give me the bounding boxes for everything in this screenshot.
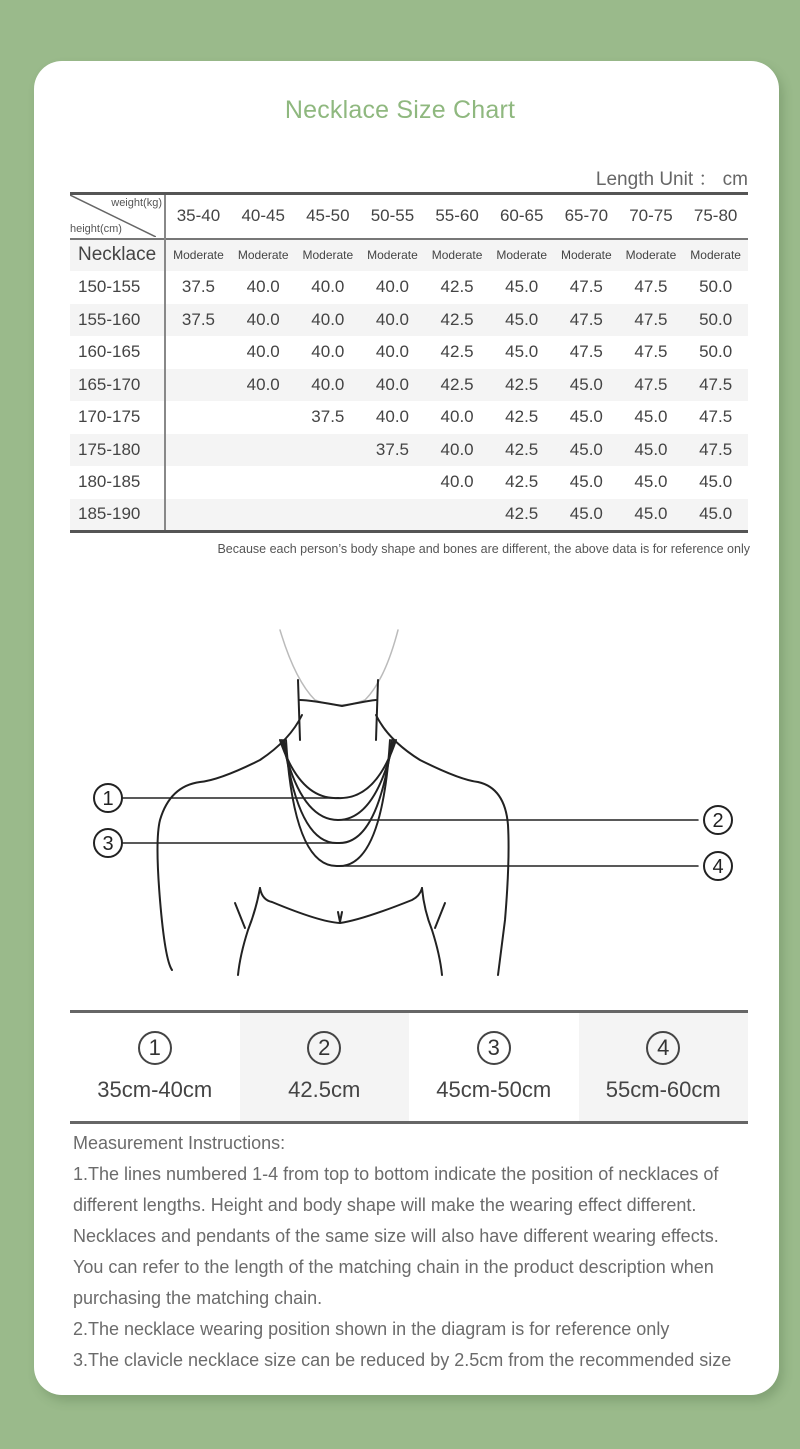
legend-length: 45cm-50cm: [436, 1077, 552, 1102]
length-cell: 40.0: [440, 472, 474, 492]
instruction-line: 2.The necklace wearing position shown in the diagram is for reference only: [73, 1319, 670, 1339]
length-cell: 40.0: [246, 342, 280, 362]
fit-cell: Moderate: [173, 248, 224, 263]
page-title: Necklace Size Chart: [284, 96, 516, 124]
weight-header: 50-55: [370, 206, 415, 226]
length-cell: 47.5: [634, 277, 668, 297]
height-cell: 155-160: [70, 304, 165, 337]
legend-length: 35cm-40cm: [97, 1077, 213, 1102]
length-cell: [165, 434, 231, 467]
length-unit-label: Length Unit ： cm: [595, 169, 748, 190]
length-cell: [360, 499, 425, 532]
length-cell: 42.5: [440, 342, 474, 362]
weight-header-row: [70, 194, 748, 239]
length-cell: 45.0: [505, 277, 539, 297]
fit-cell: Moderate: [625, 248, 677, 263]
length-cell: 45.0: [634, 439, 668, 459]
length-cell: [231, 466, 296, 499]
length-cell: [165, 401, 231, 434]
table-row: [70, 499, 748, 532]
length-cell: [296, 499, 361, 532]
height-cell: 180-185: [70, 466, 165, 499]
weight-axis-label: weight(kg): [111, 197, 162, 209]
weight-header: 45-50: [306, 206, 350, 226]
length-cell: [165, 499, 231, 532]
fit-cell: Moderate: [431, 248, 483, 263]
table-row: [70, 336, 748, 369]
length-cell: 47.5: [634, 374, 668, 394]
legend-item: [70, 1012, 240, 1123]
legend-item: [409, 1012, 579, 1123]
fit-cell: Moderate: [237, 248, 289, 263]
length-cell: 42.5: [505, 374, 539, 394]
length-cell: 47.5: [569, 342, 603, 362]
length-cell: 37.5: [181, 309, 215, 329]
length-cell: 45.0: [505, 309, 539, 329]
svg-text:4: 4: [712, 856, 724, 878]
length-cell: 47.5: [569, 309, 603, 329]
fit-cell: Moderate: [302, 248, 354, 263]
length-cell: 45.0: [634, 407, 668, 427]
fit-cell: Moderate: [560, 248, 612, 263]
length-cell: [231, 499, 296, 532]
length-cell: 40.0: [440, 439, 474, 459]
length-cell: 40.0: [375, 277, 410, 297]
length-cell: 40.0: [246, 374, 280, 394]
length-cell: 50.0: [699, 277, 733, 297]
necklace-position-diagram: [80, 600, 760, 1000]
length-cell: 47.5: [634, 342, 668, 362]
length-cell: 40.0: [375, 374, 410, 394]
height-cell: 150-155: [70, 271, 165, 304]
length-cell: 40.0: [375, 309, 410, 329]
length-cell: 42.5: [440, 374, 474, 394]
length-cell: 40.0: [375, 342, 410, 362]
fit-cell: Moderate: [496, 248, 548, 263]
length-cell: 40.0: [246, 277, 280, 297]
table-row: [70, 434, 748, 467]
length-cell: 40.0: [311, 309, 345, 329]
length-cell: 45.0: [699, 504, 733, 523]
size-table: [70, 192, 748, 533]
length-legend: [70, 1010, 748, 1124]
table-row: [70, 466, 748, 499]
length-cell: 45.0: [634, 472, 668, 492]
length-cell: 45.0: [569, 374, 603, 394]
instruction-line: Necklaces and pendants of the same size will also have different wearing effects.: [73, 1226, 719, 1246]
length-cell: 42.5: [440, 309, 474, 329]
length-cell: 37.5: [311, 407, 345, 427]
length-cell: 40.0: [440, 407, 474, 427]
fit-cell: Moderate: [690, 248, 741, 263]
length-cell: 47.5: [699, 374, 733, 394]
instructions-heading: Measurement Instructions:: [73, 1133, 286, 1153]
length-cell: [296, 466, 361, 499]
legend-item: [240, 1012, 410, 1123]
length-cell: 45.0: [505, 342, 539, 362]
weight-header: 35-40: [176, 206, 221, 226]
necklace-label: Necklace: [70, 239, 165, 272]
table-row: [70, 369, 748, 402]
length-cell: [231, 434, 296, 467]
weight-header: 60-65: [499, 206, 544, 226]
marker-2-icon: 2: [307, 1031, 341, 1065]
reference-note: Because each person’s body shape and bones are different, the above data is for reference only: [217, 542, 750, 556]
legend-item: [579, 1012, 749, 1123]
svg-text:1: 1: [102, 788, 114, 810]
height-cell: 175-180: [70, 434, 165, 467]
weight-header: 55-60: [435, 206, 479, 226]
height-axis-label: height(cm): [70, 222, 122, 235]
marker-1-icon: 1: [138, 1031, 172, 1065]
length-cell: 37.5: [181, 277, 215, 297]
length-cell: [165, 369, 231, 402]
length-cell: 45.0: [634, 504, 668, 523]
length-cell: [296, 434, 361, 467]
instruction-line: purchasing the matching chain.: [73, 1288, 323, 1308]
table-row: [70, 271, 748, 304]
legend-length: 55cm-60cm: [605, 1077, 721, 1102]
length-cell: 50.0: [699, 342, 733, 362]
length-cell: 42.5: [505, 407, 539, 427]
weight-header: 65-70: [564, 206, 609, 226]
legend-length: 42.5cm: [288, 1077, 361, 1102]
instruction-line: 3.The clavicle necklace size can be reduced by 2.5cm from the recommended size: [73, 1350, 732, 1370]
length-cell: [231, 401, 296, 434]
length-cell: 40.0: [375, 407, 410, 427]
length-cell: 45.0: [569, 439, 603, 459]
marker-3-icon: 3: [477, 1031, 511, 1065]
measurement-instructions: [73, 1128, 763, 1376]
length-cell: 42.5: [505, 439, 539, 459]
length-cell: [360, 466, 425, 499]
table-row: [70, 401, 748, 434]
height-cell: 170-175: [70, 401, 165, 434]
instruction-line: You can refer to the length of the matching chain in the product description when: [73, 1257, 714, 1277]
length-cell: 42.5: [505, 472, 539, 492]
length-cell: 37.5: [375, 439, 410, 459]
svg-text:3: 3: [102, 833, 114, 855]
marker-4-icon: 4: [646, 1031, 680, 1065]
height-cell: 160-165: [70, 336, 165, 369]
weight-header: 40-45: [241, 206, 285, 226]
instruction-line: 1.The lines numbered 1-4 from top to bottom indicate the position of necklaces of: [73, 1164, 719, 1184]
length-cell: 47.5: [569, 277, 603, 297]
length-cell: 42.5: [505, 504, 539, 523]
length-cell: [165, 336, 231, 369]
length-cell: 47.5: [699, 439, 733, 459]
length-cell: 42.5: [440, 277, 474, 297]
weight-header: 70-75: [629, 206, 673, 226]
instruction-line: different lengths. Height and body shape will make the wearing effect different.: [73, 1195, 697, 1215]
length-cell: 50.0: [699, 309, 733, 329]
length-cell: 40.0: [246, 309, 280, 329]
height-cell: 165-170: [70, 369, 165, 402]
length-cell: [425, 499, 490, 532]
svg-text:2: 2: [712, 810, 724, 832]
height-cell: 185-190: [70, 499, 165, 532]
length-cell: 45.0: [569, 504, 603, 523]
corner-cell: [70, 194, 165, 239]
length-cell: 40.0: [311, 342, 345, 362]
length-cell: 45.0: [569, 472, 603, 492]
length-cell: 47.5: [634, 309, 668, 329]
weight-header: 75-80: [693, 206, 738, 226]
fit-cell: Moderate: [367, 248, 418, 263]
table-row: [70, 304, 748, 337]
necklace-fit-row: [70, 239, 748, 272]
length-cell: 40.0: [311, 374, 345, 394]
length-cell: 45.0: [699, 472, 733, 492]
length-cell: 45.0: [569, 407, 603, 427]
length-cell: 47.5: [699, 407, 733, 427]
length-cell: [165, 466, 231, 499]
length-cell: 40.0: [311, 277, 345, 297]
